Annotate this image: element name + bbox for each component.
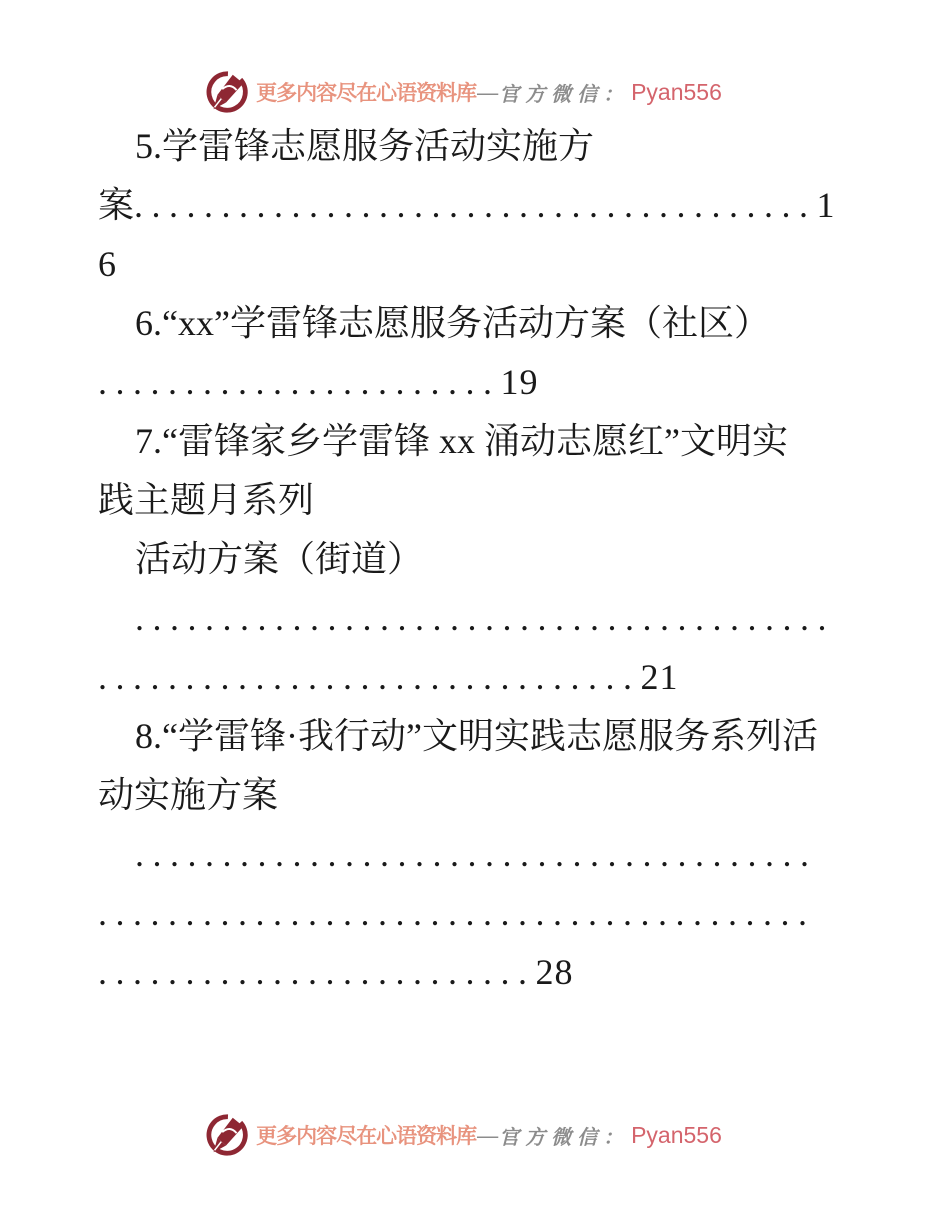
toc-line	[98, 530, 858, 589]
toc-line	[98, 825, 858, 884]
toc-dot-leader: ........................................	[135, 598, 835, 638]
toc-line	[98, 648, 858, 707]
toc-entry-text: 7.“雷锋家乡学雷锋 xx 涌动志愿红”文明实	[135, 421, 788, 461]
watermark-brand-text: 更多内容尽在心语资料库	[256, 1124, 477, 1148]
toc-page-number: 1	[816, 185, 836, 225]
pen-circle-logo-icon	[204, 1111, 250, 1159]
toc-line	[98, 353, 858, 412]
toc-page-number: 21	[640, 657, 679, 697]
toc-line	[98, 707, 858, 766]
toc-line	[98, 471, 858, 530]
toc-line	[98, 176, 858, 235]
toc-dot-leader: .......................	[98, 362, 501, 402]
toc-entry-text: 案	[98, 185, 135, 225]
toc-entry-text: 6	[98, 244, 116, 284]
watermark-wechat-label: 官方微信：	[499, 83, 630, 106]
toc-line	[98, 589, 858, 648]
toc-page-number: 28	[535, 952, 574, 992]
toc-line	[98, 943, 858, 1002]
toc-entry-text: 8.“学雷锋·我行动”文明实践志愿服务系列活	[135, 716, 818, 756]
toc-line	[98, 117, 858, 176]
toc-page-number: 19	[500, 362, 539, 402]
toc-entry-text: 5.学雷锋志愿服务活动实施方	[135, 126, 595, 166]
toc-entry-text: 活动方案（街道）	[135, 539, 424, 579]
toc-line	[98, 235, 858, 294]
toc-dot-leader: .........................................	[98, 893, 816, 933]
toc-entry-text: 动实施方案	[98, 775, 279, 815]
watermark-brand-text: 更多内容尽在心语资料库	[256, 81, 477, 105]
toc-line	[98, 884, 858, 943]
toc-dot-leader: .......................................	[134, 185, 817, 225]
pen-circle-logo-icon	[204, 68, 250, 116]
toc-dot-leader: .........................	[98, 952, 536, 992]
toc-entry-text: 践主题月系列	[98, 480, 315, 520]
watermark-wechat-id: Pyan556	[631, 78, 722, 105]
toc-dot-leader: .......................................	[135, 834, 818, 874]
header-watermark	[0, 68, 938, 116]
toc-line	[98, 766, 858, 825]
watermark-dash: —	[477, 1122, 499, 1147]
toc-line	[98, 294, 858, 353]
watermark-wechat-label: 官方微信：	[499, 1126, 630, 1149]
watermark-dash: —	[477, 79, 499, 104]
toc-dot-leader: ...............................	[98, 657, 641, 697]
footer-watermark	[0, 1111, 938, 1159]
toc-entry-text: 6.“xx”学雷锋志愿服务活动方案（社区）	[135, 303, 770, 343]
toc-content	[98, 117, 858, 1002]
toc-line	[98, 412, 858, 471]
watermark-wechat-id: Pyan556	[631, 1121, 722, 1148]
